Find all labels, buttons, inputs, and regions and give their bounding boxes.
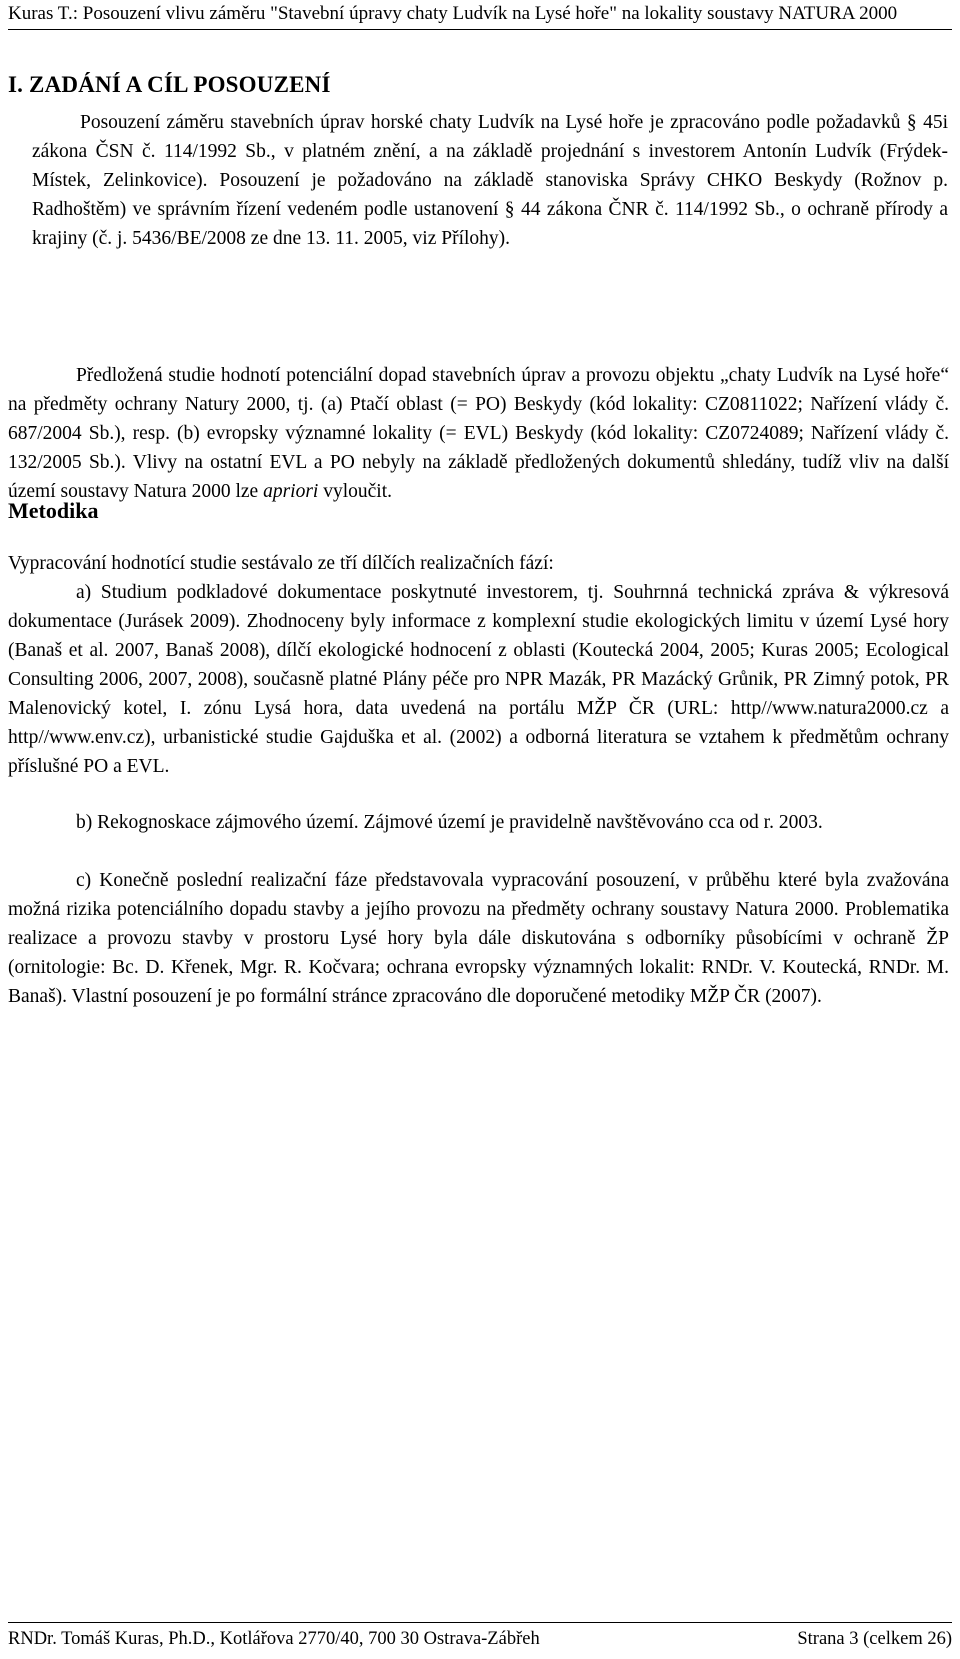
methodology-phase-a: a) Studium podkladové dokumentace poskytnuté investorem, tj. Souhrnná technická zpráva & výkresová dokumentace (Jurásek 2009). Zhodnoceny byly informace z komplexní studie ekologických limitu v území Lysé hory (Banaš et al. 2007, Banaš 2008), dílčí ekologické hodnocení z oblasti (Koutecká 2004, 2005; Kuras 2005; Ecological Consulting 2006, 2007, 2008), současně platné Plány péče pro NPR Mazák, PR Mazácký Grůnik, PR Zimný potok, PR Malenovický kotel, I. zónu Lysá hora, data uvedená na portálu MŽP ČR (URL: http//www.natura2000.cz a http//www.env.cz), urbanistické studie Gajduška et al. (2002) a odborná literatura se vztahem k předmětům ochrany příslušné PO a EVL. — [8, 582, 949, 777]
footer-rule — [8, 1622, 952, 1623]
intro-paragraph-2-italic: apriori — [263, 481, 319, 502]
section-title-text: ADÁNÍ A CÍL POSOUZENÍ — [44, 72, 331, 97]
intro-paragraph-2-text: Předložená studie hodnotí potenciální dopad stavebních úprav a provozu objektu „chaty Ludvík na Lysé hoře“ na předměty ochrany Natury 2000, tj. (a) Ptačí oblast (= PO) Beskydy (kód lokality: CZ0811022; Nařízení vlády č. 687/2004 Sb.), resp. (b) evropsky významné lokality (= EVL) Beskydy (kód lokality: CZ0724089; Nařízení vlády č. 132/2005 Sb.). Vlivy na ostatní EVL a PO nebyly na základě předložených dokumentů shledány, tudíž vliv na další území soustavy Natura 2000 lze — [8, 365, 949, 502]
running-header-text: Kuras T.: Posouzení vlivu záměru "Stavební úpravy chaty Ludvík na Lysé hoře" na lokality soustavy NATURA 2000 — [8, 3, 898, 24]
intro-paragraph-1-text: Posouzení záměru stavebních úprav horské chaty Ludvík na Lysé hoře je zpracováno podle požadavků § 45i zákona ČSN č. 114/1992 Sb., v platném znění, a na základě projednání s investorem Antonín Ludvík (Frýdek-Místek, Zelinkovice). Posouzení je požadováno na základě stanoviska Správy CHKO Beskydy (Rožnov p. Radhoštěm) ve správním řízení vedeném podle ustanovení § 44 zákona ČNR č. 114/1992 Sb., o ochraně přírody a krajiny (č. j. 5436/BE/2008 ze dne 13. 11. 2005, viz Přílohy). — [32, 112, 948, 249]
header-rule — [8, 29, 952, 30]
methodology-phase-b: b) Rekognoskace zájmového území. Zájmové území je pravidelně navštěvováno cca od r. 2003. — [76, 812, 823, 833]
intro-paragraph-2-end: vyloučit. — [318, 481, 392, 502]
intro-paragraph-2 — [8, 361, 949, 506]
methodology-title: Metodika — [8, 498, 99, 523]
footer-page-number: Strana 3 (celkem 26) — [797, 1629, 952, 1649]
footer-author: RNDr. Tomáš Kuras, Ph.D., Kotlářova 2770/40, 700 30 Ostrava-Zábřeh — [8, 1629, 540, 1649]
methodology-phase-c: c) Konečně poslední realizační fáze představovala vypracování posouzení, v průběhu které byla zvažována možná rizika potenciálního dopadu stavby a jejího provozu na předměty ochrany soustavy Natura 2000. Problematika realizace a provozu stavby v prostoru Lysé hory byla dále diskutována s odborníky působícími v ochraně ŽP (ornitologie: Bc. D. Křenek, Mgr. R. Kočvara; ochrana evropsky významných lokalit: RNDr. V. Koutecká, RNDr. M. Banaš). Vlastní posouzení je po formální stránce zpracováno dle doporučené metodiky MŽP ČR (2007). — [8, 870, 949, 1007]
section-title — [8, 70, 331, 100]
methodology-lead: Vypracování hodnotící studie sestávalo ze tří dílčích realizačních fází: — [8, 553, 554, 574]
section-title-number: I. Z — [8, 72, 45, 97]
intro-paragraph-1 — [32, 108, 948, 253]
running-header — [8, 2, 952, 26]
